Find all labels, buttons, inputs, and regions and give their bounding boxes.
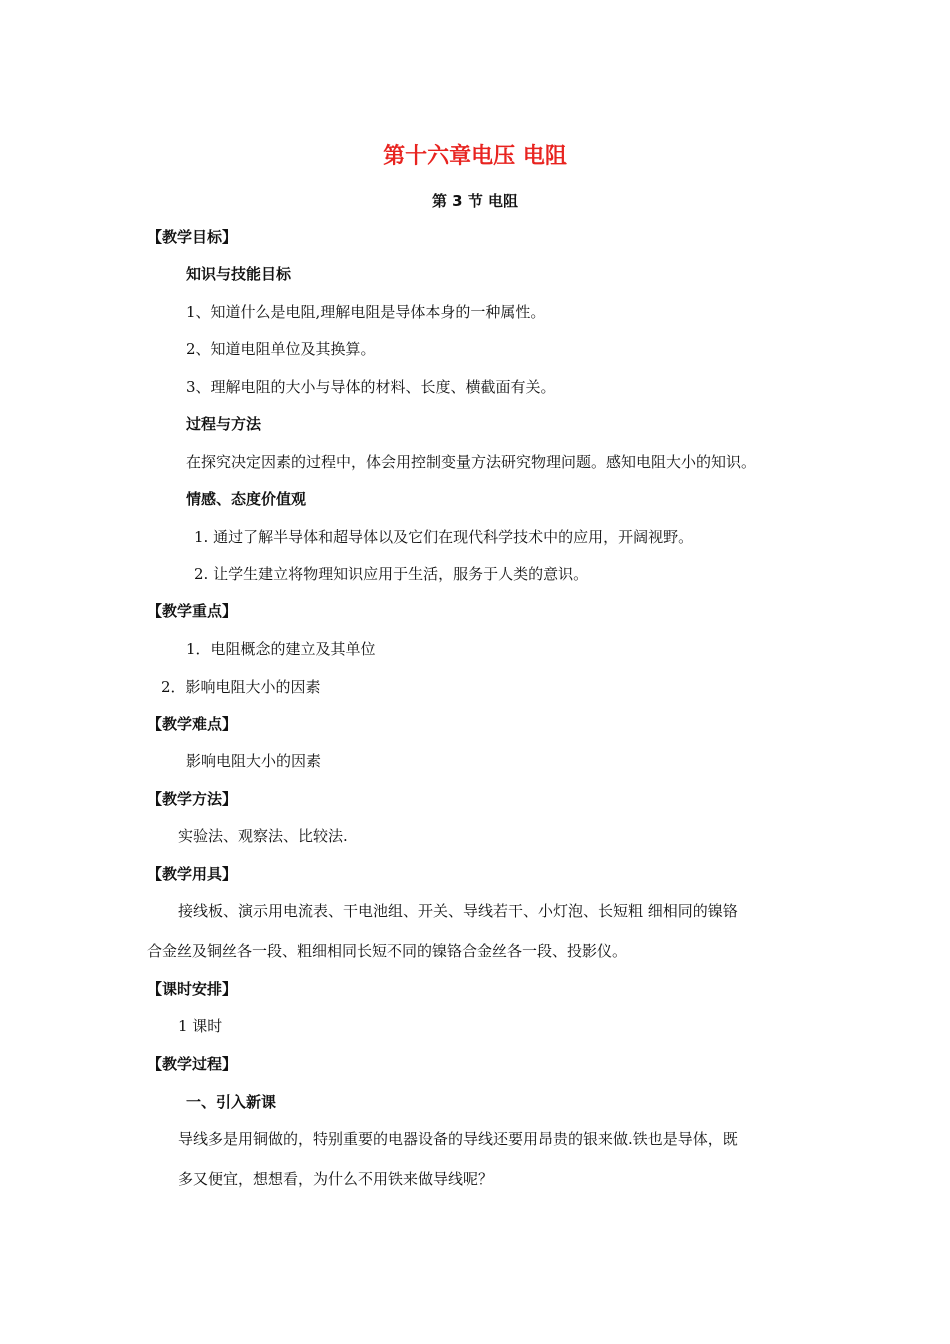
difficulties-heading: 【教学难点】	[147, 715, 238, 733]
tools-heading: 【教学用具】	[147, 865, 238, 883]
tools-text-line: 合金丝及铜丝各一段、粗细相同长短不同的镍铬合金丝各一段、投影仪。	[147, 942, 628, 960]
process-text-line: 导线多是用铜做的，特别重要的电器设备的导线还要用昂贵的银来做.铁也是导体，既	[178, 1130, 738, 1148]
process-method-text: 在探究决定因素的过程中，体会用控制变量方法研究物理问题。感知电阻大小的知识。	[186, 453, 757, 471]
methods-heading: 【教学方法】	[147, 790, 238, 808]
schedule-heading: 【课时安排】	[147, 980, 238, 998]
difficulties-text: 影响电阻大小的因素	[186, 752, 322, 770]
emotion-heading: 情感、态度价值观	[186, 490, 307, 508]
key-point-item: 1．电阻概念的建立及其单位	[186, 640, 376, 658]
process-heading: 【教学过程】	[147, 1055, 238, 1073]
knowledge-item: 2、知道电阻单位及其换算。	[186, 340, 376, 358]
methods-text: 实验法、观察法、比较法.	[178, 827, 348, 845]
knowledge-item: 3、理解电阻的大小与导体的材料、长度、横截面有关。	[186, 378, 556, 396]
process-text-line: 多又便宜，想想看，为什么不用铁来做导线呢？	[178, 1170, 494, 1188]
key-points-heading: 【教学重点】	[147, 602, 238, 620]
schedule-text: 1 课时	[178, 1017, 223, 1035]
section-heading-intro: 一、引入新课	[186, 1093, 277, 1111]
emotion-item: 1. 通过了解半导体和超导体以及它们在现代科学技术中的应用，开阔视野。	[194, 528, 694, 546]
section-title: 第 3 节 电阻	[431, 192, 519, 210]
knowledge-item: 1、知道什么是电阻,理解电阻是导体本身的一种属性。	[186, 303, 546, 321]
process-method-heading: 过程与方法	[186, 415, 262, 433]
key-point-item: 2．影响电阻大小的因素	[161, 678, 321, 696]
objectives-heading: 【教学目标】	[147, 228, 238, 246]
emotion-item: 2. 让学生建立将物理知识应用于生活，服务于人类的意识。	[194, 565, 589, 583]
chapter-title: 第十六章电压 电阻	[383, 144, 567, 169]
tools-text-line: 接线板、演示用电流表、干电池组、开关、导线若干、小灯泡、长短粗 细相同的镍铬	[178, 902, 738, 920]
knowledge-heading: 知识与技能目标	[186, 265, 292, 283]
